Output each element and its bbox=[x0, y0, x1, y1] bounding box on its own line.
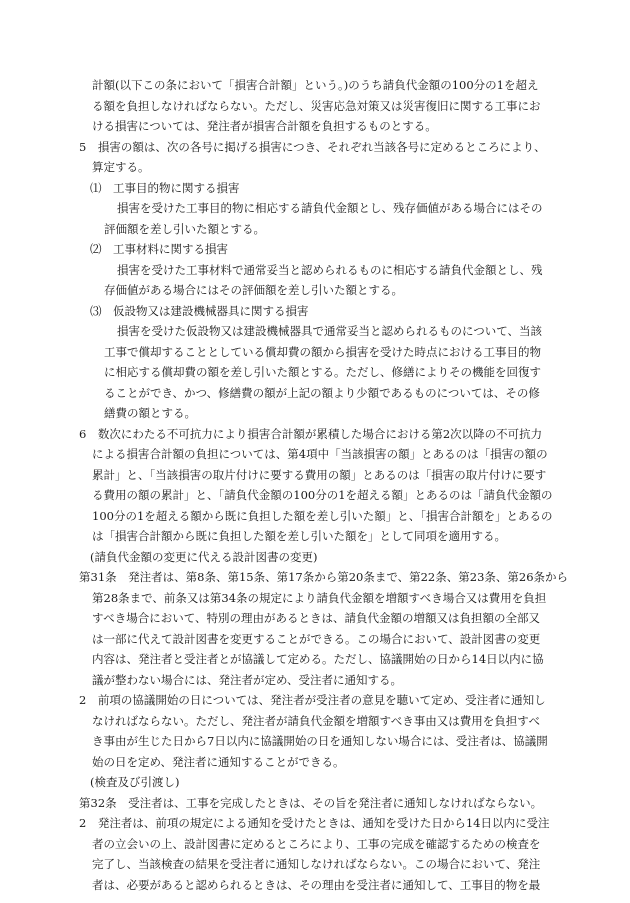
text-line: に相応する償却費の額を差し引いた額とする。ただし、修繕によりその機能を回復す bbox=[104, 365, 541, 379]
text-line: 内容は、発注者と受注者とが協議して定める。ただし、協議開始の日から14日以内に協 bbox=[92, 652, 544, 666]
text-line: き事由が生じた日から7日以内に協議開始の日を通知しない場合には、受注者は、協議開 bbox=[92, 734, 548, 748]
text-line: による損害合計額の負担については、第4項中「当該損害の額」とあるのは「損害の額の bbox=[92, 447, 548, 461]
section-heading: (請負代金額の変更に代える設計図書の変更) bbox=[90, 549, 318, 564]
text-line: 者の立会いの上、設計図書に定めるところにより、工事の完成を確認するための検査を bbox=[92, 836, 541, 851]
text-line: 損害を受けた工事材料で通常妥当と認められるものに相応する請負代金額とし、残 bbox=[117, 262, 543, 277]
text-line: 議が整わない場合には、発注者が定め、受注者に通知する。 bbox=[92, 672, 403, 687]
text-line: 繕費の額とする。 bbox=[104, 406, 196, 420]
text-line: 6 数次にわたる不可抗力により損害合計額が累積した場合における第2次以降の不可抗力 bbox=[79, 426, 543, 441]
text-line: 5 損害の額は、次の各号に掲げる損害につき、それぞれ当該各号に定めるところにより、 bbox=[79, 139, 546, 154]
text-line: ⑶ 仮設物又は建設機械器具に関する損害 bbox=[90, 303, 309, 318]
text-line: 計額(以下この条において「損害合計額」という。)のうち請負代金額の100分の1を超え bbox=[92, 78, 539, 92]
text-line: ける損害については、発注者が損害合計額を負担するものとする。 bbox=[92, 119, 437, 133]
text-line: 評価額を差し引いた額とする。 bbox=[104, 221, 265, 236]
text-line: 算定する。 bbox=[92, 160, 150, 174]
text-line: 工事で償却することとしている償却費の額から損害を受けた時点における工事目的物 bbox=[104, 344, 541, 359]
text-line: 損害を受けた仮設物又は建設機械器具で通常妥当と認められるものについて、当該 bbox=[117, 324, 543, 338]
text-line: は一部に代えて設計図書を変更することができる。この場合において、設計図書の変更 bbox=[92, 631, 541, 646]
text-line: る額を負担しなければならない。ただし、災害応急対策又は災害復旧に関する工事にお bbox=[92, 98, 541, 113]
text-line: る費用の額の累計」と、「請負代金額の100分の1を超える額」とあるのは「請負代金額の bbox=[92, 488, 553, 502]
text-line: なければならない。ただし、発注者が請負代金額を増額すべき事由又は費用を負担すべ bbox=[92, 713, 541, 728]
text-line: 2 前項の協議開始の日については、発注者が受注者の意見を聴いて定め、受注者に通知し bbox=[79, 693, 546, 707]
section-heading: (検査及び引渡し) bbox=[90, 775, 180, 789]
text-line: 完了し、当該検査の結果を受注者に通知しなければならない。この場合において、発注 bbox=[92, 857, 541, 871]
text-line: は「損害合計額から既に負担した額を差し引いた額を」として同項を適用する。 bbox=[92, 529, 506, 543]
article-first-line: 第31条 発注者は、第8条、第15条、第17条から第20条まで、第22条、第23条、第26条から bbox=[79, 570, 569, 584]
text-line: 存価値がある場合にはその評価額を差し引いた額とする。 bbox=[104, 283, 403, 297]
article-first-line: 第32条 受注者は、工事を完成したときは、その旨を発注者に通知しなければならない。 bbox=[79, 795, 543, 810]
text-line: 者は、必要があると認められるときは、その理由を受注者に通知して、工事目的物を最 bbox=[92, 877, 541, 892]
text-line: ⑴ 工事目的物に関する損害 bbox=[90, 180, 240, 195]
text-line: 損害を受けた工事目的物に相応する請負代金額とし、残存価値がある場合にはその bbox=[117, 201, 543, 215]
text-line: 第28条まで、前条又は第34条の規定により請負代金額を増額すべき場合又は費用を負担 bbox=[92, 590, 547, 605]
text-line: すべき場合において、特別の理由があるときは、請負代金額の増額又は負担額の全部又 bbox=[92, 611, 541, 625]
text-line: 累計」と、「当該損害の取片付けに要する費用の額」とあるのは「損害の取片付けに要す bbox=[92, 467, 547, 482]
text-line: 100分の1を超える額から既に負担した額を差し引いた額」と、「損害合計額を」とあるの bbox=[92, 508, 553, 523]
text-line: ることができ、かつ、修繕費の額が上記の額より少額であるものについては、その修 bbox=[104, 385, 540, 400]
text-line: 2 発注者は、前項の規定による通知を受けたときは、通知を受けた日から14日以内に受注 bbox=[79, 816, 550, 830]
text-line: 始の日を定め、発注者に通知することができる。 bbox=[92, 754, 345, 769]
text-line: ⑵ 工事材料に関する損害 bbox=[90, 242, 228, 256]
